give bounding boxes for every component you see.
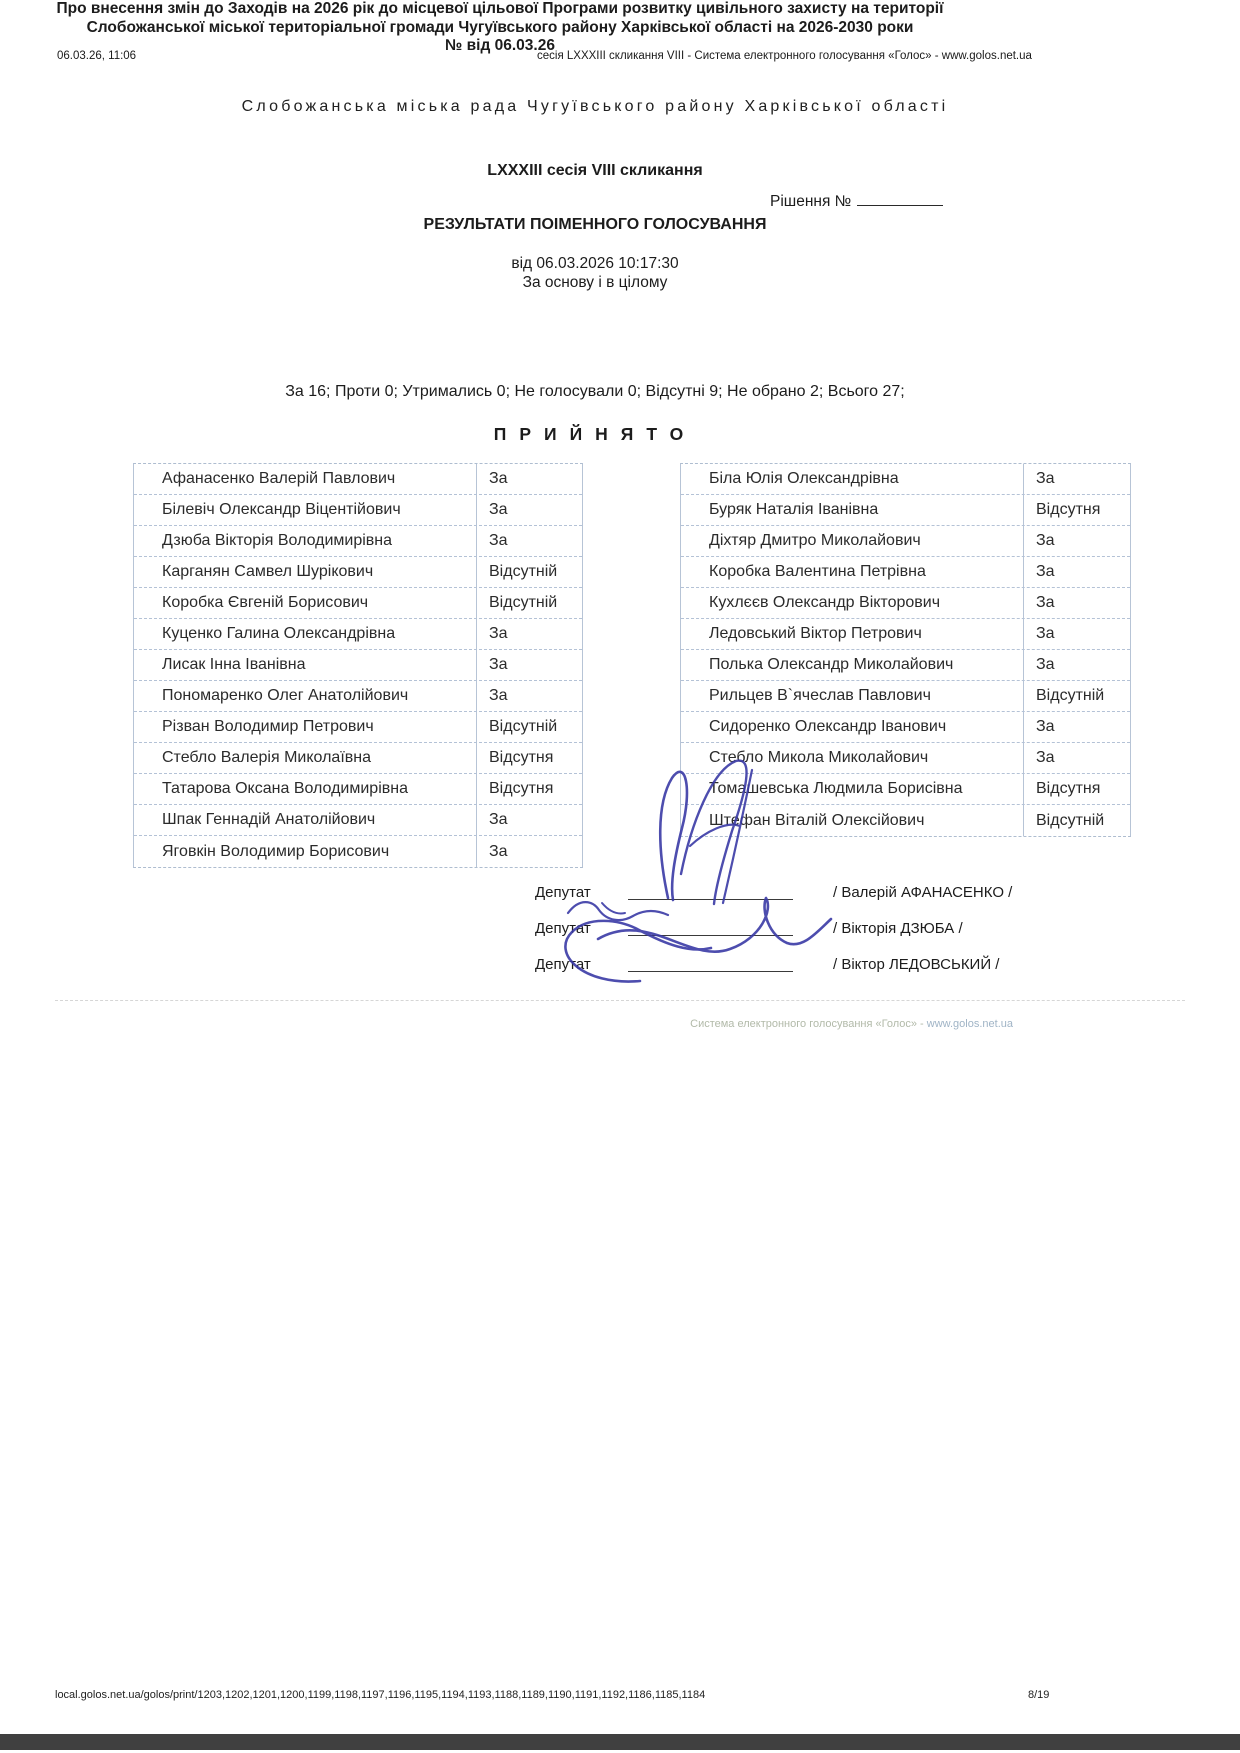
signature-line (628, 935, 793, 936)
table-row (134, 588, 582, 619)
accepted-status: ПРИЙНЯТО (493, 424, 697, 444)
vote-value: Відсутній (476, 712, 582, 742)
vote-subject-number: № від 06.03.26 (445, 37, 555, 54)
deputy-label: Депутат (535, 920, 591, 937)
signature-row (0, 951, 1240, 987)
deputy-name: Сидоренко Олександр Іванович (709, 718, 947, 735)
vote-table-left (133, 463, 583, 868)
deputy-name: Ледовський Віктор Петрович (709, 625, 922, 642)
vote-value: За (476, 650, 582, 680)
table-row (134, 774, 582, 805)
deputy-name: Татарова Оксана Володимирівна (162, 780, 408, 797)
deputy-name: Рильцев В`ячеслав Павлович (709, 687, 931, 704)
table-row (681, 495, 1130, 526)
results-title: РЕЗУЛЬТАТИ ПОІМЕННОГО ГОЛОСУВАННЯ (423, 216, 767, 233)
signature-line (628, 971, 793, 972)
deputy-name: Стебло Валерія Миколаївна (162, 749, 371, 766)
table-row (681, 805, 1130, 836)
table-row (681, 650, 1130, 681)
vote-value: Відсутній (476, 557, 582, 587)
deputy-name: Пономаренко Олег Анатолійович (162, 687, 409, 704)
deputy-name: Буряк Наталія Іванівна (709, 501, 879, 518)
signatory-name: / Віктор ЛЕДОВСЬКИЙ / (833, 956, 1000, 973)
deputy-name: Діхтяр Дмитро Миколайович (709, 532, 921, 549)
table-row (134, 619, 582, 650)
deputy-name: Білевіч Олександр Віцентійович (162, 501, 401, 518)
deputy-label: Депутат (535, 956, 591, 973)
deputy-name: Кухлєєв Олександр Вікторович (709, 594, 941, 611)
deputy-name: Томашевська Людмила Борисівна (709, 780, 963, 797)
vote-basis: За основу і в цілому (522, 274, 668, 291)
vote-value: За (476, 495, 582, 525)
table-row (134, 681, 582, 712)
table-row (681, 743, 1130, 774)
table-row (681, 526, 1130, 557)
deputy-name: Карганян Самвел Шурікович (162, 563, 374, 580)
scan-separator-line (55, 1000, 1185, 1001)
deputy-name: Куценко Галина Олександрівна (162, 625, 396, 642)
vote-totals: За 16; Проти 0; Утримались 0; Не голосували 0; Відсутні 9; Не обрано 2; Всього 27; (285, 383, 905, 400)
print-header-title: сесія LXXXIII скликання VIII - Система електронного голосування «Голос» - www.golos.net.ua (537, 50, 1032, 62)
table-row (134, 495, 582, 526)
table-row (681, 681, 1130, 712)
signature-line (628, 899, 793, 900)
vote-value: За (476, 836, 582, 867)
scan-bottom-bar (0, 1734, 1240, 1750)
vote-table-right (680, 463, 1131, 837)
table-row (681, 712, 1130, 743)
vote-value: Відсутня (1023, 495, 1130, 525)
vote-value: За (476, 619, 582, 649)
table-row (134, 557, 582, 588)
deputy-label: Депутат (535, 884, 591, 901)
vote-value: Відсутній (476, 588, 582, 618)
vote-value: За (1023, 557, 1130, 587)
vote-value: За (476, 526, 582, 556)
council-title: Слобожанська міська рада Чугуївського району Харківської області (241, 98, 949, 115)
table-row (134, 464, 582, 495)
deputy-name: Стебло Микола Миколайович (709, 749, 929, 766)
deputy-name: Штефан Віталій Олексійович (709, 811, 925, 829)
vote-value: Відсутня (1023, 774, 1130, 804)
vote-value: Відсутня (476, 774, 582, 804)
table-row (134, 712, 582, 743)
table-row (681, 588, 1130, 619)
vote-value: За (1023, 526, 1130, 556)
table-row (681, 619, 1130, 650)
vote-value: Відсутня (476, 743, 582, 773)
signatory-name: / Валерій АФАНАСЕНКО / (833, 884, 1013, 901)
decision-number-blank (857, 190, 943, 206)
deputy-name: Різван Володимир Петрович (162, 718, 374, 735)
vote-value: За (476, 805, 582, 835)
deputy-name: Біла Юлія Олександрівна (709, 470, 899, 487)
deputy-name: Коробка Євгеній Борисович (162, 594, 369, 611)
decision-number-label: Рішення № (770, 193, 852, 210)
print-header-datetime: 06.03.26, 11:06 (57, 50, 137, 62)
table-row (134, 650, 582, 681)
vote-value: За (476, 464, 582, 494)
signature-section (0, 879, 1240, 987)
vote-value: За (1023, 619, 1130, 649)
print-footer-url: local.golos.net.ua/golos/print/1203,1202,1201,1200,1199,1198,1197,1196,1195,1194,1193,1188,1189,1190,1191,1192,1186,1185,1184 (55, 1689, 706, 1701)
deputy-name: Шпак Геннадій Анатолійович (162, 811, 376, 828)
vote-value: За (1023, 650, 1130, 680)
table-row (134, 805, 582, 836)
deputy-name: Яговкін Володимир Борисович (162, 842, 390, 860)
table-row (681, 464, 1130, 495)
signature-row (0, 915, 1240, 951)
vote-value: За (1023, 464, 1130, 494)
table-row (134, 836, 582, 867)
watermark-text: Система електронного голосування «Голос» - (690, 1018, 924, 1030)
signature-row (0, 879, 1240, 915)
vote-value: За (476, 681, 582, 711)
vote-value: За (1023, 743, 1130, 773)
vote-value: Відсутній (1023, 805, 1130, 836)
table-row (134, 526, 582, 557)
deputy-name: Афанасенко Валерій Павлович (162, 470, 396, 487)
deputy-name: Полька Олександр Миколайович (709, 656, 954, 673)
deputy-name: Дзюба Вікторія Володимирівна (162, 532, 393, 549)
vote-datetime: від 06.03.2026 10:17:30 (511, 255, 679, 272)
deputy-name: Лисак Інна Іванівна (162, 656, 306, 673)
vote-subject-block (0, 0, 1000, 56)
vote-value: За (1023, 588, 1130, 618)
session-title: LXXXIII сесія VIII скликання (487, 162, 703, 179)
watermark-url: www.golos.net.ua (926, 1018, 1013, 1030)
table-row (681, 557, 1130, 588)
table-row (681, 774, 1130, 805)
deputy-name: Коробка Валентина Петрівна (709, 563, 926, 580)
print-footer-page-number: 8/19 (1028, 1689, 1050, 1701)
vote-value: За (1023, 712, 1130, 742)
decision-number-line (770, 190, 943, 211)
vote-value: Відсутній (1023, 681, 1130, 711)
system-watermark (690, 1018, 1013, 1030)
table-row (134, 743, 582, 774)
vote-subject: Про внесення змін до Заходів на 2026 рік до місцевої цільової Програми розвитку цивільного захисту на території Слобожанської міської територіальної громади Чугуївського району Харківської області на 2026-2030 роки (56, 0, 944, 36)
signatory-name: / Вікторія ДЗЮБА / (833, 920, 963, 937)
